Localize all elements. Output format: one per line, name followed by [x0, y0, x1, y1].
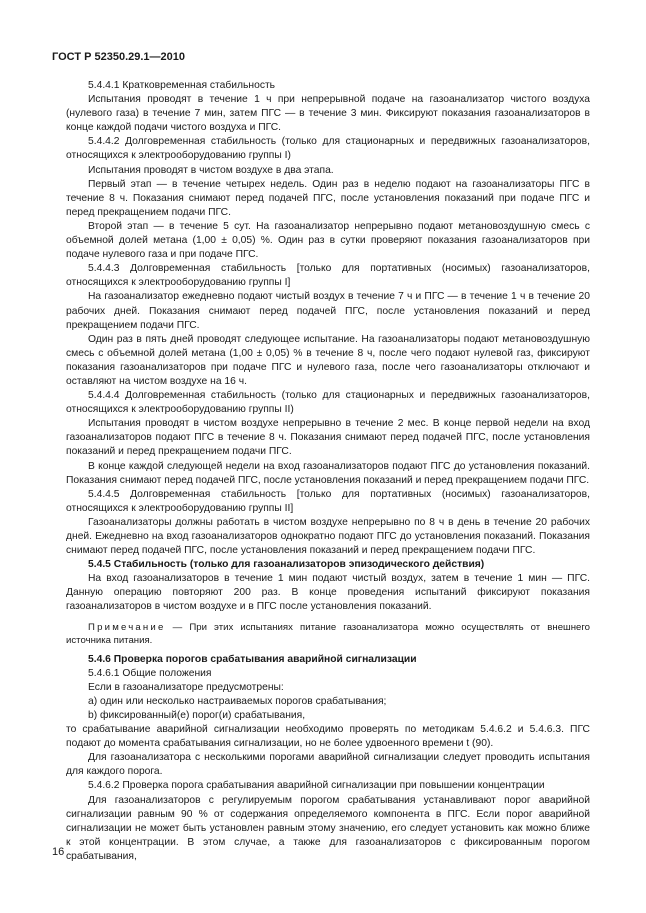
clause-5-4-6-1-heading: 5.4.6.1 Общие положения — [88, 667, 212, 679]
paragraph: Если в газоанализаторе предусмотрены: — [88, 681, 284, 693]
list-item-b: b) фиксированный(е) порог(и) срабатывания, — [88, 709, 306, 721]
clause-5-4-4-5-heading: 5.4.4.5 Долговременная стабильность [только для портативных (носимых) газоанализаторов, относящихся к электрооборудованию группы II] — [66, 488, 590, 514]
paragraph: В конце каждой следующей недели на вход газоанализаторов подают ПГС до установления показаний. Показания снимают перед подачей ПГС, после установления показаний и перед прекращением подачи ПГС. — [66, 460, 590, 486]
clause-5-4-4-2-heading: 5.4.4.2 Долговременная стабильность (только для стационарных и передвижных газоанализаторов, относящихся к электрооборудованию группы I) — [66, 136, 590, 162]
clause-5-4-4-4-heading: 5.4.4.4 Долговременная стабильность (только для стационарных и передвижных газоанализаторов, относящихся к электрооборудованию группы II) — [66, 390, 590, 416]
paragraph: Испытания проводят в чистом воздухе в два этапа. — [88, 164, 334, 176]
clause-5-4-4-3-heading: 5.4.4.3 Долговременная стабильность [только для портативных (носимых) газоанализаторов, относящихся к электрооборудованию группы I] — [66, 263, 590, 289]
paragraph: Один раз в пять дней проводят следующее испытание. На газоанализаторы подают метановоздушную смесь с объемной долей метана (1,00 ± 0,05) % в течение 8 ч, после чего подают нулевой газ, фиксируют показания газоанализаторов при подаче ПГС и нулевого газа, после чего газоанализаторы отключают и оставляют на чистом воздухе на 16 ч. — [66, 333, 590, 387]
clause-5-4-5-heading: 5.4.5 Стабильность (только для газоанализаторов эпизодического действия) — [88, 559, 485, 571]
paragraph: Для газоанализаторов с регулируемым порогом срабатывания устанавливают порог аварийной сигнализации равным 90 % от содержания определяемого компонента в ПГС. Если порог аварийной сигнализации не может быть установлен равным этому значению, его следует установить как можно ближе к этой концентрации. В этом случае, а также для газоанализаторов с фиксированным порогом срабатывания, — [66, 794, 590, 862]
list-item-a: а) один или несколько настраиваемых порогов срабатывания; — [88, 695, 387, 707]
page-number: 16 — [52, 846, 65, 858]
note — [66, 621, 590, 647]
paragraph: На газоанализатор ежедневно подают чистый воздух в течение 7 ч и ПГС — в течение 1 ч в течение 20 рабочих дней. Показания снимают перед подачей ПГС, после установления показаний и перед прекращением подачи ПГС. — [66, 291, 590, 331]
paragraph: Испытания проводят в течение 1 ч при непрерывной подаче на газоанализатор чистого воздуха (нулевого газа) в течение 7 мин, затем ПГС — в течение 3 мин. Фиксируют показания газоанализаторов в конце каждой подачи чистого воздуха и ПГС. — [66, 94, 590, 134]
paragraph: Газоанализаторы должны работать в чистом воздухе непрерывно по 8 ч в день в течение 20 рабочих дней. Ежедневно на вход газоанализаторов однократно подают ПГС до установления показаний. Показания снимают перед подачей ПГС, после установления показаний и перед прекращением подачи ПГС. — [66, 516, 590, 557]
paragraph: Второй этап — в течение 5 сут. На газоанализатор непрерывно подают метановоздушную смесь с объемной долей метана (1,00 ± 0,05) %. Один раз в сутки проверяют показания газоанализаторов при подаче нулевого газа и при подаче ПГС. — [66, 220, 590, 261]
note-label: Примечание — [88, 621, 166, 633]
paragraph: то срабатывание аварийной сигнализации необходимо проверять по методикам 5.4.6.2 и 5.4.6.3. ПГС подают до момента срабатывания сигнализации, но не более удвоенного времени t (90). — [66, 724, 590, 750]
paragraph: Для газоанализатора с несколькими порогами аварийной сигнализации следует проводить испытания для каждого порога. — [66, 752, 590, 778]
document-header: ГОСТ Р 52350.29.1—2010 — [52, 51, 186, 63]
clause-5-4-4-1-heading: 5.4.4.1 Кратковременная стабильность — [88, 80, 276, 91]
clause-5-4-6-heading: 5.4.6 Проверка порогов срабатывания аварийной сигнализации — [88, 653, 417, 665]
document-body — [66, 79, 590, 864]
paragraph: Первый этап — в течение четырех недель. Один раз в неделю подают на газоанализаторы ПГС в течение 8 ч. Показания снимают перед подачей ПГС, после установления показаний при подаче ПГС и перед прекращением подачи ПГС. — [66, 178, 590, 218]
paragraph: Испытания проводят в чистом воздухе непрерывно в течение 2 мес. В конце первой недели на вход газоанализаторов подают ПГС в течение 8 ч. Показания снимают перед подачей ПГС, после установления показаний и перед прекращением подачи ПГС. — [66, 418, 590, 458]
note-text: — При этих испытаниях питание газоанализатора можно осуществлять от внешнего источника питания. — [66, 621, 590, 646]
paragraph: На вход газоанализаторов в течение 1 мин подают чистый воздух, затем в течение 1 мин — ПГС. Данную операцию повторяют 200 раз. В конце проведения испытаний фиксируют показания газоанализаторов в чистом воздухе и в ПГС после установления показаний. — [66, 573, 590, 613]
clause-5-4-6-2-heading: 5.4.6.2 Проверка порога срабатывания аварийной сигнализации при повышении концентрации — [88, 780, 545, 792]
